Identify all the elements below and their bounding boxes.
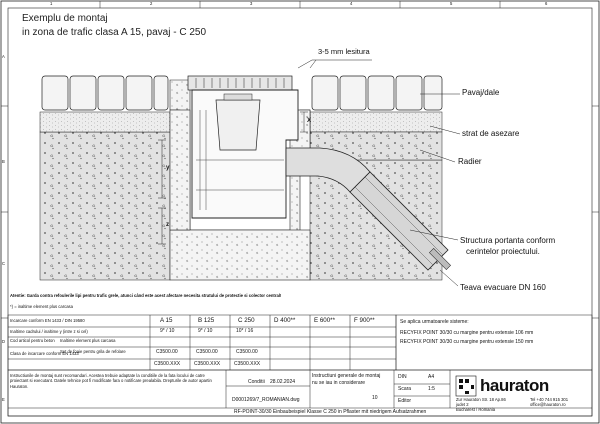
aux-systems-label: Se aplica urmatoarele sisteme: xyxy=(400,319,469,325)
row7-a15: C3500.00 xyxy=(156,349,178,355)
left-wall xyxy=(170,110,190,230)
col-label-4: 4 xyxy=(350,1,353,6)
phone: Tel +40 744 915 301 xyxy=(530,397,569,402)
concrete-base xyxy=(170,230,310,280)
address-line2: judet 2 xyxy=(456,402,469,407)
col-label-1: 1 xyxy=(50,1,53,6)
dimension-y: y xyxy=(166,164,170,171)
callout-curb: Radier xyxy=(458,157,482,166)
disclaimer: Instructiunile de montaj sunt recomandari. Acestea trebuie adaptate la conditiile de la fata locului de catre proiectant si executant. Datele tehnice pot fi modificate fara o notificare prealabila. Drepturile de autor apartin Hauraton. xyxy=(10,373,212,389)
row7-b125: C3500.00 xyxy=(196,349,218,355)
col-label-3: 3 xyxy=(250,1,253,6)
class-d400: D 400** xyxy=(274,317,296,324)
callout-structure-line1: Structura portanta conform xyxy=(460,236,556,245)
hauraton-logo-mark xyxy=(456,376,476,396)
row-label-e: E xyxy=(2,397,5,402)
format-value: A4 xyxy=(428,374,435,380)
format-label: DIN xyxy=(398,374,407,380)
soil-layer-left xyxy=(40,132,170,280)
row2-a15: 9* / 10 xyxy=(160,328,175,334)
email: office@hauraton.ro xyxy=(530,402,566,407)
silt-bucket xyxy=(216,100,260,150)
bucket-handle xyxy=(224,94,252,100)
class-f900: F 900** xyxy=(354,317,375,324)
table-row5-label: Set de foaie pentru grila de refolare xyxy=(60,349,126,354)
class-b125: B 125 xyxy=(198,317,215,324)
scale-value: 1:5 xyxy=(428,386,435,392)
callout-drain-pipe: Teava evacuare DN 160 xyxy=(460,283,546,292)
class-c250: C 250 xyxy=(238,317,255,324)
dimension-x: X xyxy=(307,117,312,124)
col-label-6: 6 xyxy=(545,1,548,6)
row-label-d: D xyxy=(2,339,6,344)
aux-system-line1: RECYFIX POINT 30/30 cu margine pentru extensie 106 mm xyxy=(400,330,534,336)
editor-label: Editor xyxy=(398,398,412,404)
callout-bedding: strat de asezare xyxy=(462,129,520,138)
table-row2-label: Inaltime cadrului / inaltime y (intre z si cel) xyxy=(10,329,88,334)
table-row4-label: Inaltime element plus carcasa xyxy=(60,338,116,343)
scale-label: Scara xyxy=(398,386,412,392)
class-a15: A 15 xyxy=(160,317,173,324)
address-line1: Zur Hauraton Str. 18 Ap.86 xyxy=(456,397,506,402)
dimension-z: z xyxy=(166,221,170,228)
address-line3: Bucharest / Romania xyxy=(456,407,496,412)
row7-c250: C3500.00 xyxy=(236,349,258,355)
drawing-title-line1: Exemplu de montaj xyxy=(22,13,108,24)
company-logo: hauraton xyxy=(480,376,549,395)
doc-title-line2: nu se iau in considerare xyxy=(312,380,366,386)
bedding-layer-right xyxy=(310,112,442,132)
table-row1-label: Incarcare conform EN 1433 / DIN 19580 xyxy=(10,318,85,323)
row-label-b: B xyxy=(2,159,5,164)
sheet-number: 10 xyxy=(372,395,378,401)
row2-b125: 9* / 10 xyxy=(198,328,213,334)
callout-structure-line2: cerintelor proiectului. xyxy=(466,247,540,256)
row8-b125: C3500.XXX xyxy=(194,361,221,367)
aux-system-line2: RECYFIX POINT 30/30 cu margine pentru extensie 150 mm xyxy=(400,339,534,345)
footnote: *) = inaltime element plus carcasa xyxy=(10,304,73,309)
doc-title-line1: Instructiuni generale de montaj xyxy=(312,373,381,379)
col-label-2: 2 xyxy=(150,1,153,6)
table-row6-label: Clasa de incarcare conform EN 1433 xyxy=(10,351,79,356)
callout-gap: 3-5 mm lesitura xyxy=(318,47,370,56)
drain-frame xyxy=(188,76,292,90)
drawing-number: D0001269/7_ROMANIAN.dwg xyxy=(232,397,300,403)
drawing-title-line2: in zona de trafic clasa A 15, pavaj - C 250 xyxy=(22,27,206,38)
row-label-c: C xyxy=(2,261,6,266)
warning-note: Atentie: Garda contra refoulerile lipi pentru trafic grele, atunci când este acest afectare necesita stratului de protectie si colector central! xyxy=(10,293,282,298)
bedding-layer-left xyxy=(40,112,170,132)
row-label-a: A xyxy=(2,54,5,59)
row8-a15: C3500.XXX xyxy=(154,361,181,367)
col-label-5: 5 xyxy=(450,1,453,6)
revision-date: 28.02.2024 xyxy=(270,379,296,385)
table-row3-label: Cod articol pentru beton xyxy=(10,338,55,343)
row8-c250: C3500.XXX xyxy=(234,361,261,367)
class-e600: E 600** xyxy=(314,317,335,324)
callout-paving: Pavaj/dale xyxy=(462,88,500,97)
bottom-title: RF-POINT-30/30 Einbaubeispiel Klasse C 250 in Pflaster mit niedrigem Aufsatzrahmen xyxy=(234,409,427,415)
changed-label: Conditii xyxy=(248,379,265,385)
row2-c250: 10* / 16 xyxy=(236,328,254,334)
